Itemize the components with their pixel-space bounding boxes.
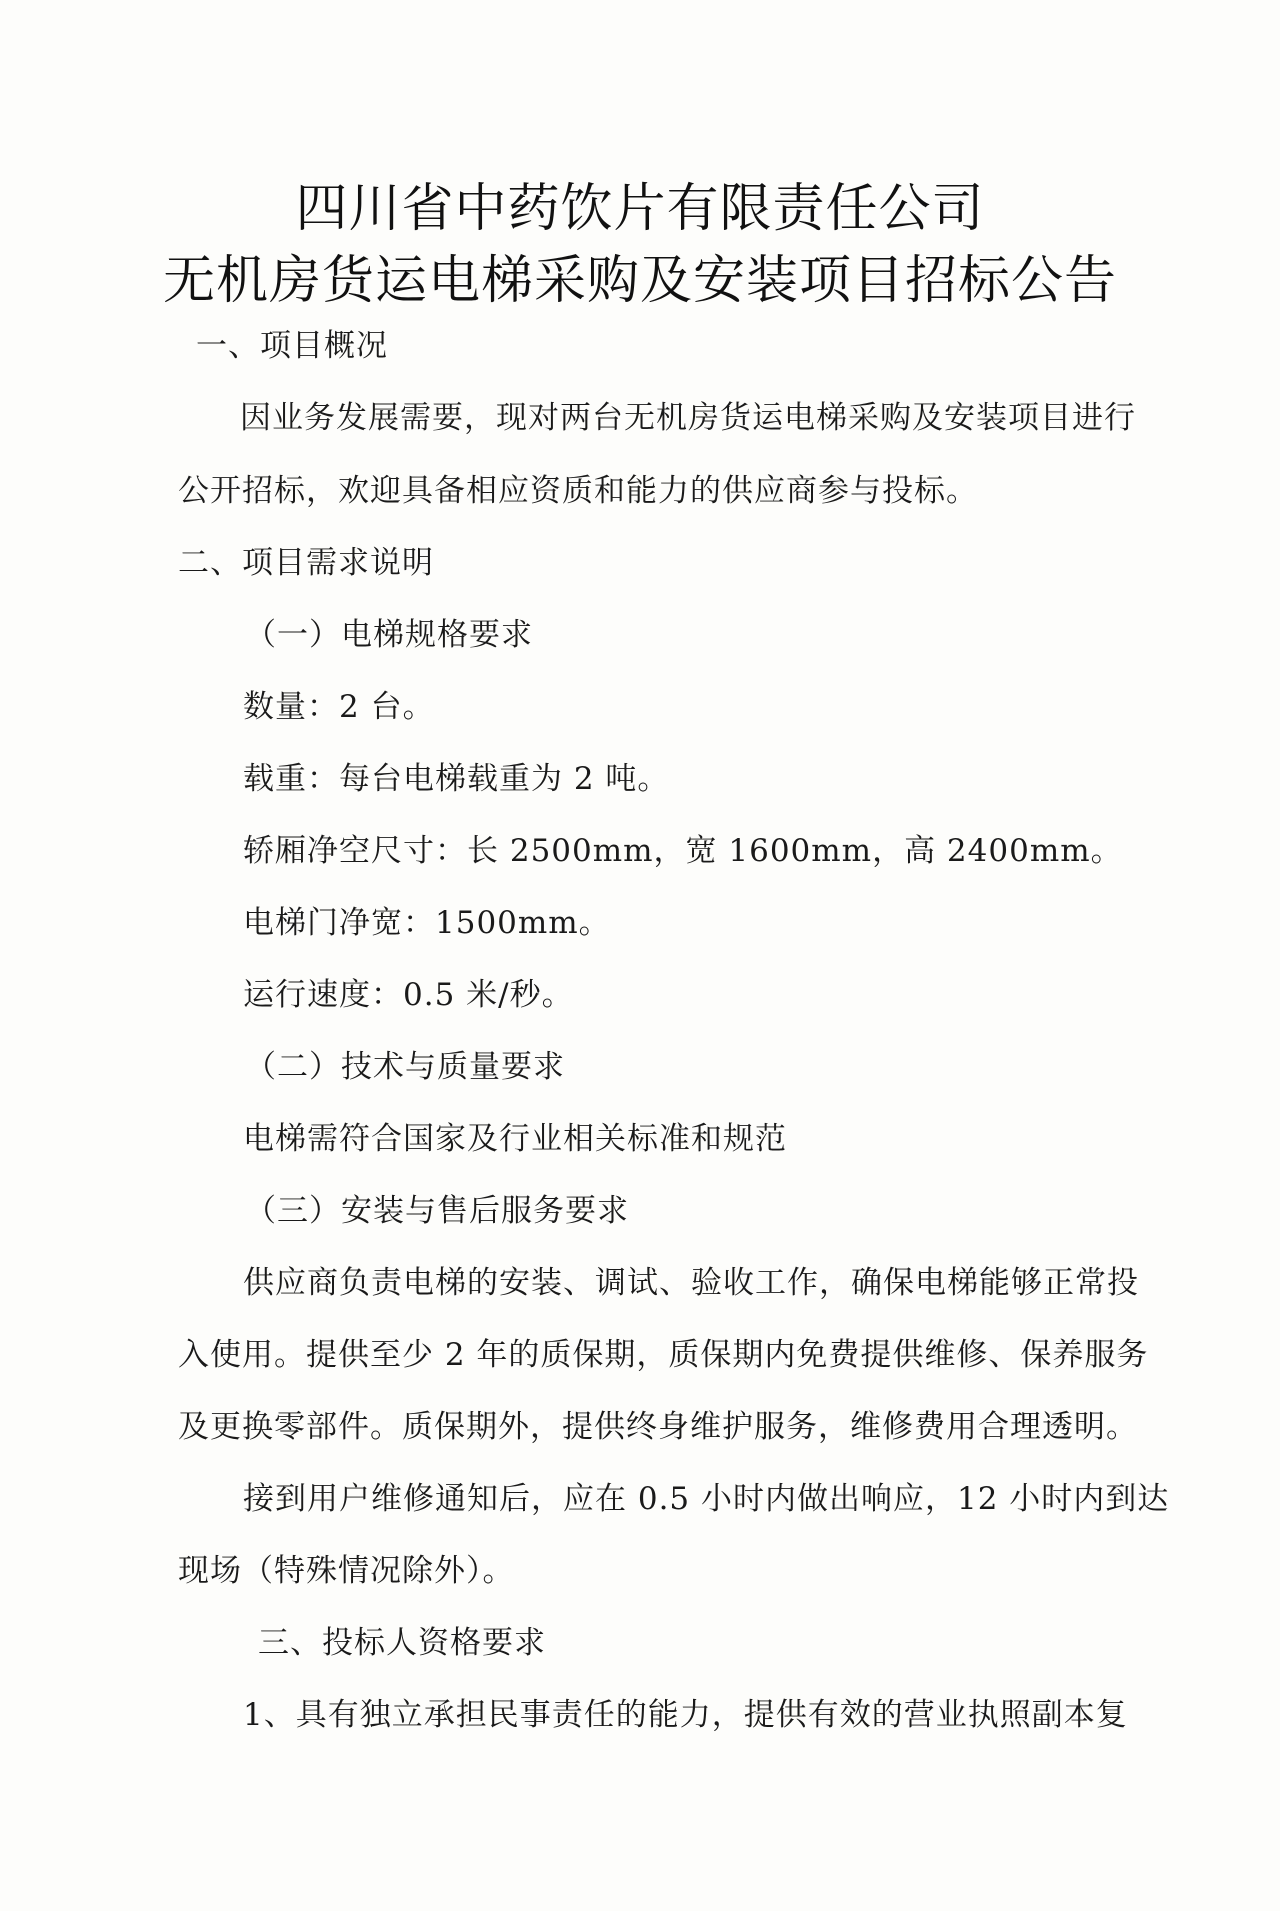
qualification-item: 1、具有独立承担民事责任的能力，提供有效的营业执照副本复 [243,1697,1128,1733]
spec-quantity: 数量：2 台。 [243,689,435,725]
subsection-heading-specs: （一）电梯规格要求 [245,617,533,653]
section-heading-overview: 一、项目概况 [196,328,388,364]
spec-door-width: 电梯门净宽：1500mm。 [243,905,611,941]
section-heading-qualifications: 三、投标人资格要求 [258,1625,546,1661]
overview-paragraph-line: 因业务发展需要，现对两台无机房货运电梯采购及安装项目进行 [240,400,1136,436]
subsection-heading-service: （三）安装与售后服务要求 [245,1193,629,1229]
section-heading-requirements: 二、项目需求说明 [178,545,434,581]
quality-text: 电梯需符合国家及行业相关标准和规范 [243,1121,787,1157]
overview-paragraph-line: 公开招标，欢迎具备相应资质和能力的供应商参与投标。 [178,473,978,509]
service-response-line: 现场（特殊情况除外）。 [178,1553,515,1589]
spec-cabin-size: 轿厢净空尺寸：长 2500mm，宽 1600mm，高 2400mm。 [243,833,1123,869]
document-title-company: 四川省中药饮片有限责任公司 [295,179,985,239]
service-paragraph-line: 供应商负责电梯的安装、调试、验收工作，确保电梯能够正常投 [243,1265,1139,1301]
service-paragraph-line: 及更换零部件。质保期外，提供终身维护服务，维修费用合理透明。 [178,1409,1138,1445]
document-title-project: 无机房货运电梯采购及安装项目招标公告 [162,251,1117,311]
spec-load: 载重：每台电梯载重为 2 吨。 [243,761,670,797]
subsection-heading-quality: （二）技术与质量要求 [245,1049,565,1085]
service-response-line: 接到用户维修通知后，应在 0.5 小时内做出响应，12 小时内到达 [243,1481,1170,1517]
spec-speed: 运行速度：0.5 米/秒。 [243,977,574,1013]
service-paragraph-line: 入使用。提供至少 2 年的质保期，质保期内免费提供维修、保养服务 [178,1337,1149,1373]
